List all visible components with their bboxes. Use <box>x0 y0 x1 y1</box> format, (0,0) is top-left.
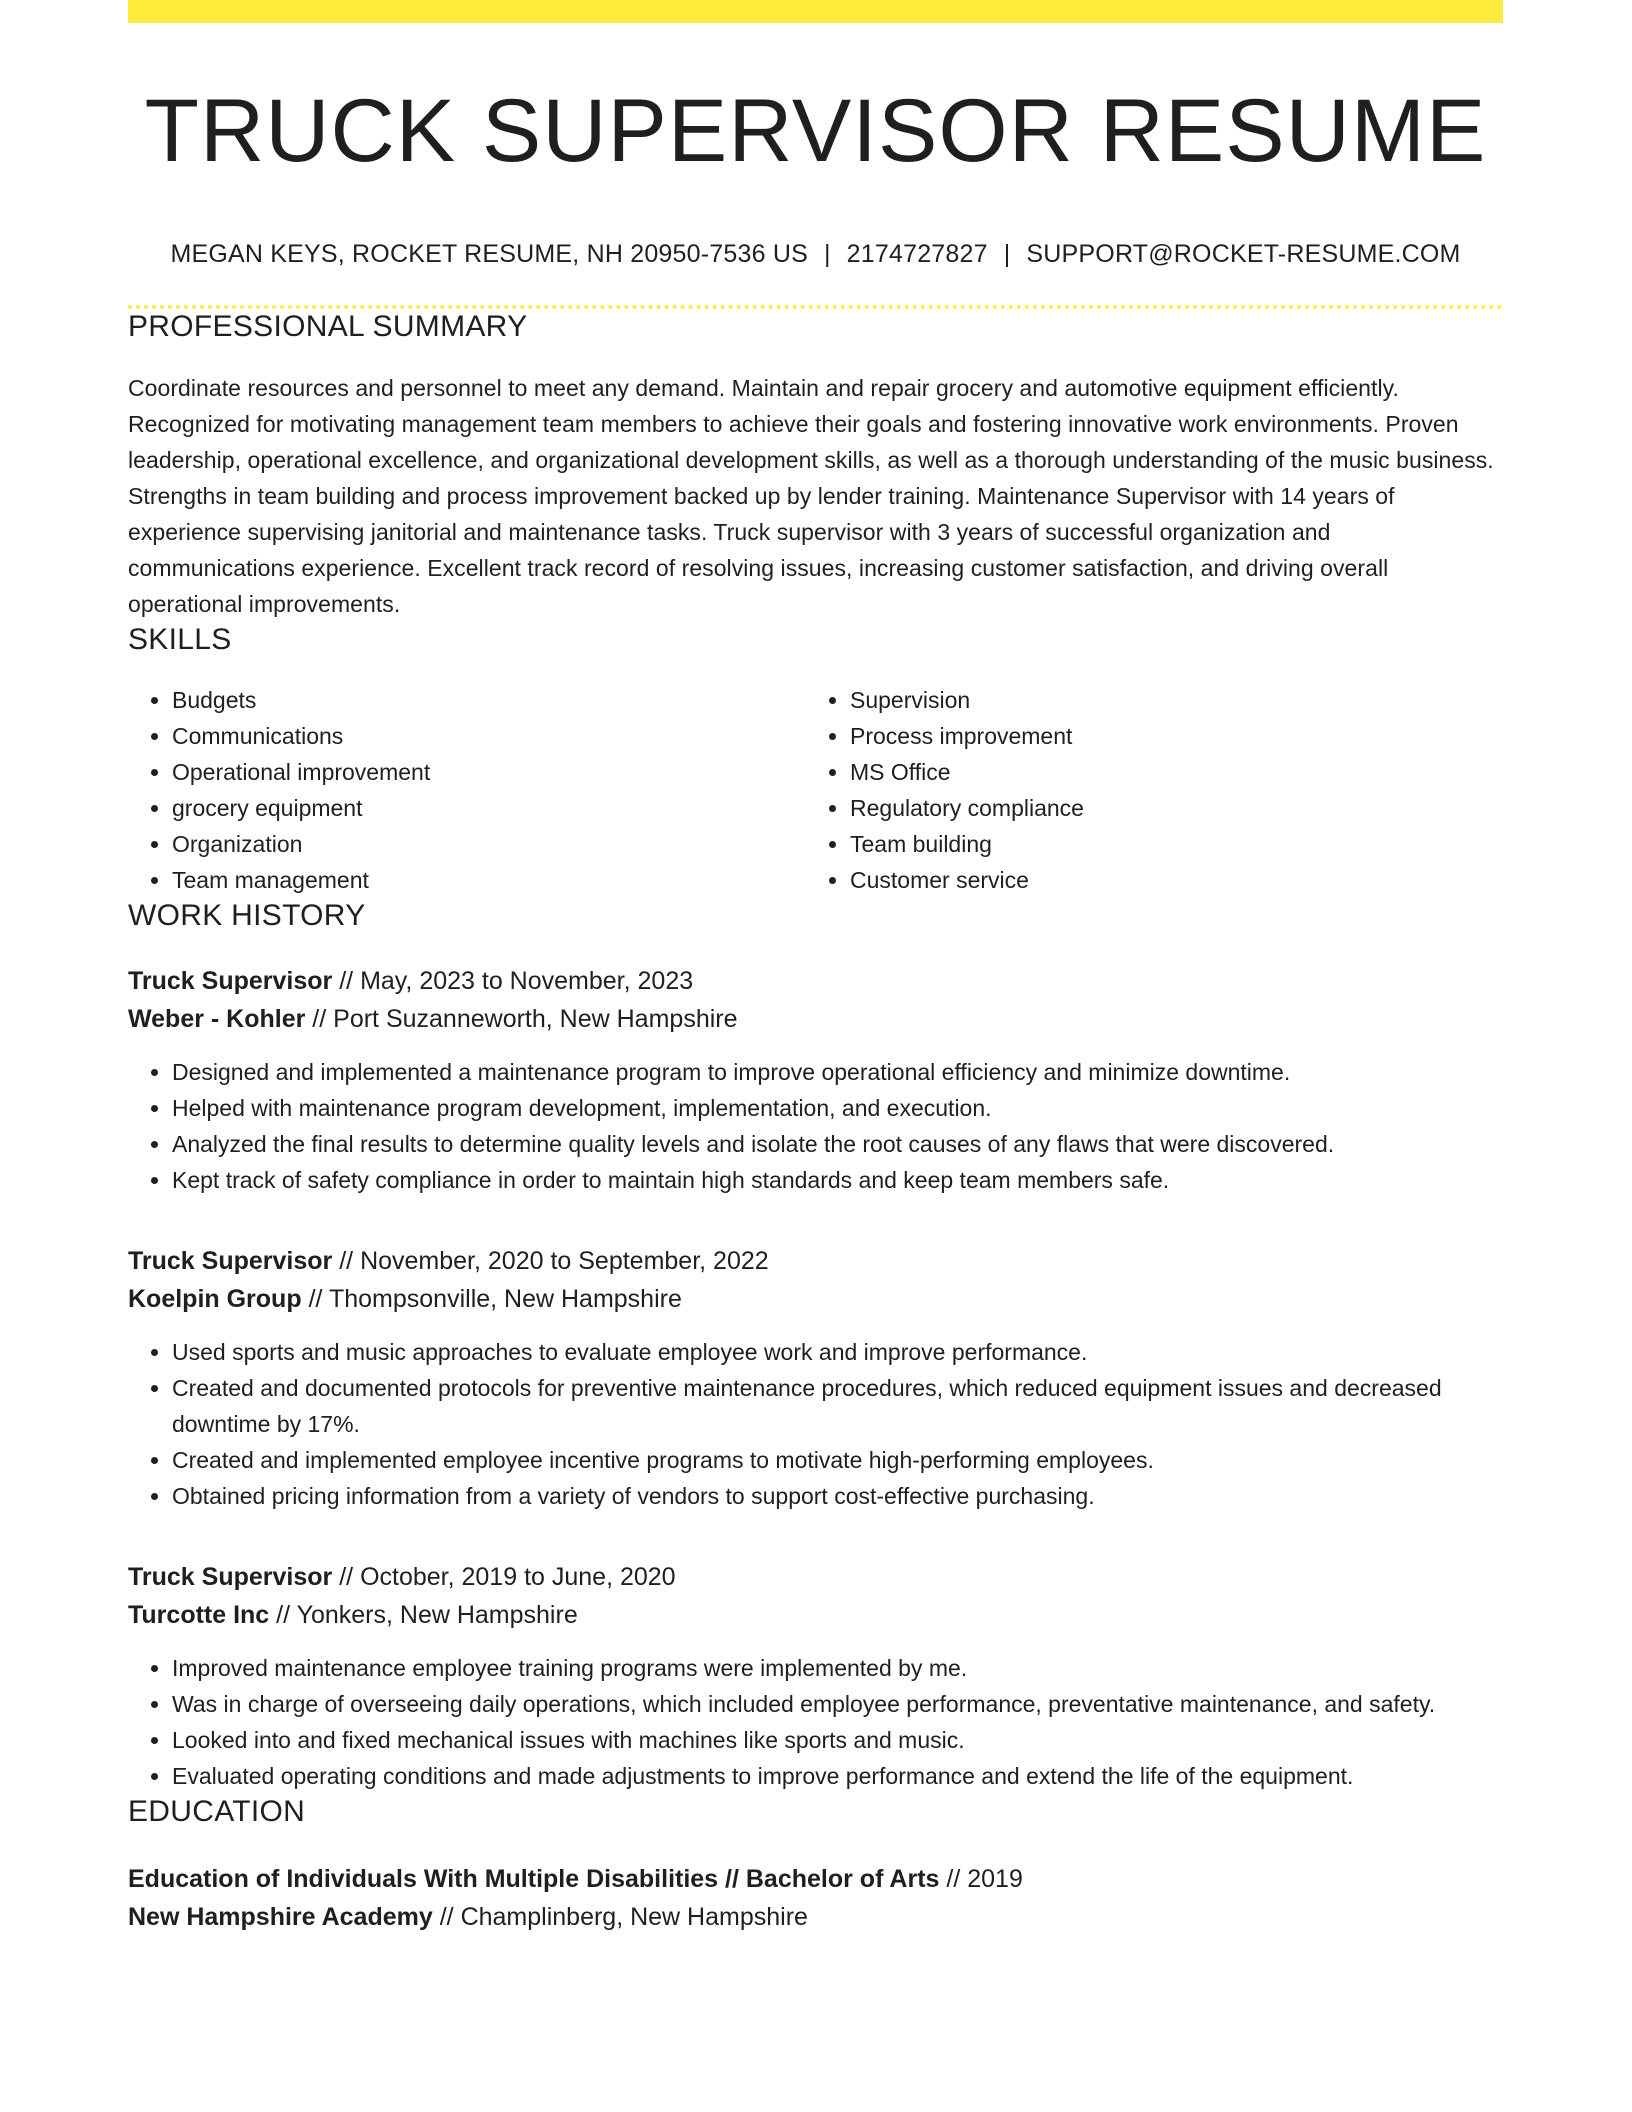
skills-column-right <box>806 682 1484 898</box>
job-title: Truck Supervisor <box>128 1563 333 1591</box>
summary-text: Coordinate resources and personnel to meet any demand. Maintain and repair grocery and automotive equipment efficiently. Recognized for motivating management team members to achieve their goals and fostering innovative work environments. Proven leadership, operational excellence, and organizational development skills, as well as a thorough understanding of the music business. Strengths in team building and process improvement backed up by lender training. Maintenance Supervisor with 14 years of experience supervising janitorial and maintenance tasks. Truck supervisor with 3 years of successful organization and communications experience. Excellent track record of resolving issues, increasing customer satisfaction, and driving overall operational improvements. <box>128 375 1494 617</box>
job-entry <box>128 1242 1503 1514</box>
job-bullet: • Created and implemented employee incentive programs to motivate high-performing employees. <box>172 1442 1503 1478</box>
job-bullet: • Analyzed the final results to determine quality levels and isolate the root causes of any flaws that were discovered. <box>172 1126 1503 1162</box>
job-separator: // <box>339 1563 354 1591</box>
job-bullet: • Helped with maintenance program development, implementation, and execution. <box>172 1090 1503 1126</box>
job-company: Weber - Kohler <box>128 1005 306 1033</box>
job-separator: // <box>308 1285 323 1313</box>
job-company-line <box>128 1596 1503 1634</box>
education-separator: // <box>439 1903 454 1931</box>
contact-address: MEGAN KEYS, ROCKET RESUME, NH 20950-7536 US <box>170 240 808 268</box>
job-entry <box>128 1558 1503 1794</box>
contact-email: SUPPORT@ROCKET-RESUME.COM <box>1026 240 1461 268</box>
contact-separator: | <box>823 240 831 268</box>
skill-item: • Supervision <box>850 682 1484 718</box>
education-location: Champlinberg, New Hampshire <box>460 1903 808 1931</box>
skill-item: • grocery equipment <box>172 790 806 826</box>
job-bullet: • Looked into and fixed mechanical issues with machines like sports and music. <box>172 1722 1503 1758</box>
job-entry <box>128 962 1503 1198</box>
job-bullet: • Obtained pricing information from a variety of vendors to support cost-effective purchasing. <box>172 1478 1503 1514</box>
skills-column-left <box>128 682 806 898</box>
job-bullets <box>128 1650 1503 1794</box>
job-location: Thompsonville, New Hampshire <box>328 1285 682 1313</box>
education-degree-line <box>128 1860 1503 1898</box>
job-separator: // <box>312 1005 327 1033</box>
job-title: Truck Supervisor <box>128 967 333 995</box>
skill-item: • MS Office <box>850 754 1484 790</box>
job-bullets <box>128 1054 1503 1198</box>
job-company-line <box>128 1280 1503 1318</box>
skill-item: • Customer service <box>850 862 1484 898</box>
job-separator: // <box>276 1601 291 1629</box>
skills-list <box>128 682 1503 898</box>
job-dates: October, 2019 to June, 2020 <box>360 1563 676 1591</box>
job-dates: November, 2020 to September, 2022 <box>360 1247 769 1275</box>
contact-separator: | <box>1003 240 1011 268</box>
job-title-line <box>128 1242 1503 1280</box>
summary-heading: PROFESSIONAL SUMMARY <box>128 310 528 343</box>
job-company-line <box>128 1000 1503 1038</box>
contact-phone: 2174727827 <box>846 240 988 268</box>
skill-item: • Process improvement <box>850 718 1484 754</box>
education-separator: // <box>946 1865 961 1893</box>
skill-item: • Regulatory compliance <box>850 790 1484 826</box>
skill-item: • Organization <box>172 826 806 862</box>
job-location: Port Suzanneworth, New Hampshire <box>333 1005 738 1033</box>
work-history-heading: WORK HISTORY <box>128 899 366 932</box>
job-title-line <box>128 1558 1503 1596</box>
education-heading: EDUCATION <box>128 1795 306 1828</box>
education-degree: Education of Individuals With Multiple Disabilities // Bachelor of Arts <box>128 1865 940 1893</box>
education-year: 2019 <box>967 1865 1023 1893</box>
job-bullet: • Used sports and music approaches to evaluate employee work and improve performance. <box>172 1334 1503 1370</box>
job-title: Truck Supervisor <box>128 1247 333 1275</box>
job-company: Koelpin Group <box>128 1285 302 1313</box>
education-entry <box>128 1860 1503 1936</box>
education-school: New Hampshire Academy <box>128 1903 433 1931</box>
education-school-line <box>128 1898 1503 1936</box>
job-bullet: • Was in charge of overseeing daily operations, which included employee performance, preventative maintenance, and safety. <box>172 1686 1503 1722</box>
job-bullet: • Improved maintenance employee training programs were implemented by me. <box>172 1650 1503 1686</box>
job-separator: // <box>339 1247 354 1275</box>
job-dates: May, 2023 to November, 2023 <box>360 967 694 995</box>
skill-item: • Team management <box>172 862 806 898</box>
job-bullet: • Created and documented protocols for preventive maintenance procedures, which reduced equipment issues and decreased downtime by 17%. <box>172 1370 1503 1442</box>
job-bullet: • Kept track of safety compliance in order to maintain high standards and keep team members safe. <box>172 1162 1503 1198</box>
skill-item: • Budgets <box>172 682 806 718</box>
contact-line <box>128 238 1503 270</box>
job-bullet: • Evaluated operating conditions and made adjustments to improve performance and extend the life of the equipment. <box>172 1758 1503 1794</box>
skill-item: • Operational improvement <box>172 754 806 790</box>
skills-heading: SKILLS <box>128 623 232 656</box>
job-separator: // <box>339 967 354 995</box>
job-title-line <box>128 962 1503 1000</box>
resume-title: TRUCK SUPERVISOR RESUME <box>144 80 1487 180</box>
skill-item: • Team building <box>850 826 1484 862</box>
job-bullets <box>128 1334 1503 1514</box>
resume-content <box>128 0 1503 1936</box>
job-location: Yonkers, New Hampshire <box>296 1601 578 1629</box>
skill-item: • Communications <box>172 718 806 754</box>
job-company: Turcotte Inc <box>128 1601 270 1629</box>
job-bullet: • Designed and implemented a maintenance program to improve operational efficiency and minimize downtime. <box>172 1054 1503 1090</box>
